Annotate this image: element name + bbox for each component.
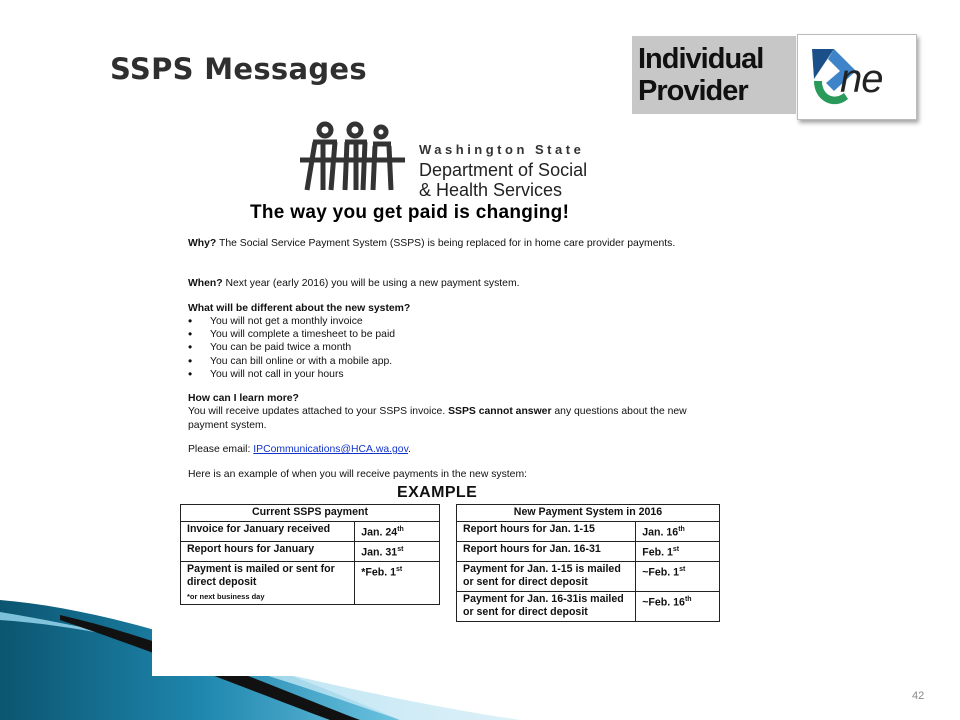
current-table-header: Current SSPS payment xyxy=(181,505,440,522)
new-table-header: New Payment System in 2016 xyxy=(457,505,720,522)
email-prefix: Please email: xyxy=(188,444,254,455)
why-label: Why? xyxy=(188,238,217,249)
table-cell-item: Report hours for Jan. 1-15 xyxy=(457,521,636,541)
logo-text-block xyxy=(632,36,796,114)
table-cell-item: Report hours for January xyxy=(181,541,355,561)
table-cell-item: Report hours for Jan. 16-31 xyxy=(457,541,636,561)
table-cell-date: *Feb. 1st xyxy=(355,561,440,605)
business-day-note: *or next business day xyxy=(187,591,265,601)
learn-more-heading: How can I learn more? xyxy=(188,393,299,404)
table-row xyxy=(457,521,720,541)
list-item: • You can be paid twice a month xyxy=(188,341,395,354)
table-cell-item: Payment is mailed or sent for direct deposit *or next business day xyxy=(181,561,355,605)
example-intro: Here is an example of when you will receive payments in the new system: xyxy=(188,469,528,480)
example-title: EXAMPLE xyxy=(397,484,478,501)
email-suffix: . xyxy=(408,444,411,455)
email-paragraph xyxy=(188,443,688,457)
table-cell-date: Jan. 24th xyxy=(355,521,440,541)
table-row xyxy=(457,591,720,621)
org-state: Washington State xyxy=(419,142,585,157)
learn-text-2: SSPS cannot answer xyxy=(448,406,552,417)
logo-one-text: ne xyxy=(840,57,883,101)
table-cell-item: Invoice for January received xyxy=(181,521,355,541)
org-department xyxy=(419,160,587,200)
table-row xyxy=(181,521,440,541)
table-cell-date: ~Feb. 16th xyxy=(636,591,720,621)
table-row xyxy=(457,541,720,561)
table-cell-date: Jan. 16th xyxy=(636,521,720,541)
logo-line-1: Individual xyxy=(638,43,764,75)
slide-title: SSPS Messages xyxy=(110,52,367,86)
list-item: • You will complete a timesheet to be paid xyxy=(188,328,395,341)
list-item: • You will not call in your hours xyxy=(188,368,395,381)
table-cell-item: Payment for Jan. 1-15 is mailed or sent for direct deposit xyxy=(457,561,636,591)
table-row xyxy=(457,561,720,591)
flyer-headline: The way you get paid is changing! xyxy=(250,202,570,223)
when-label: When? xyxy=(188,278,223,289)
logo-line-2: Provider xyxy=(638,75,748,107)
why-paragraph xyxy=(188,237,688,251)
difference-heading: What will be different about the new system? xyxy=(188,303,411,314)
org-dept-line-2: & Health Services xyxy=(419,180,563,200)
list-item: • You will not get a monthly invoice xyxy=(188,315,395,328)
list-item: • You can bill online or with a mobile app. xyxy=(188,355,395,368)
table-cell-item: Payment for Jan. 16-31is mailed or sent for direct deposit xyxy=(457,591,636,621)
email-link[interactable]: IPCommunications@HCA.wa.gov xyxy=(253,444,408,455)
when-text: Next year (early 2016) you will be using a new payment system. xyxy=(222,278,520,289)
table-row xyxy=(181,561,440,605)
table-cell-date: ~Feb. 1st xyxy=(636,561,720,591)
why-text: The Social Service Payment System (SSPS) is being replaced for in home care provider payments. xyxy=(216,238,676,249)
page-number: 42 xyxy=(912,690,925,702)
table-cell-date: Feb. 1st xyxy=(636,541,720,561)
table-row xyxy=(181,541,440,561)
learn-text-1: You will receive updates attached to your SSPS invoice. xyxy=(188,406,449,417)
individual-provider-one-logo xyxy=(632,34,918,118)
logo-one-block xyxy=(797,34,917,120)
table-cell-date: Jan. 31st xyxy=(355,541,440,561)
org-dept-line-1: Department of Social xyxy=(419,160,588,180)
learn-text-3: any questions about the new payment system. xyxy=(188,406,687,431)
when-paragraph xyxy=(188,277,688,291)
new-payment-table xyxy=(456,504,720,622)
learn-more-paragraph xyxy=(188,405,688,432)
current-ssps-table xyxy=(180,504,440,605)
difference-list xyxy=(188,315,395,381)
dshs-family-icon xyxy=(295,120,410,202)
